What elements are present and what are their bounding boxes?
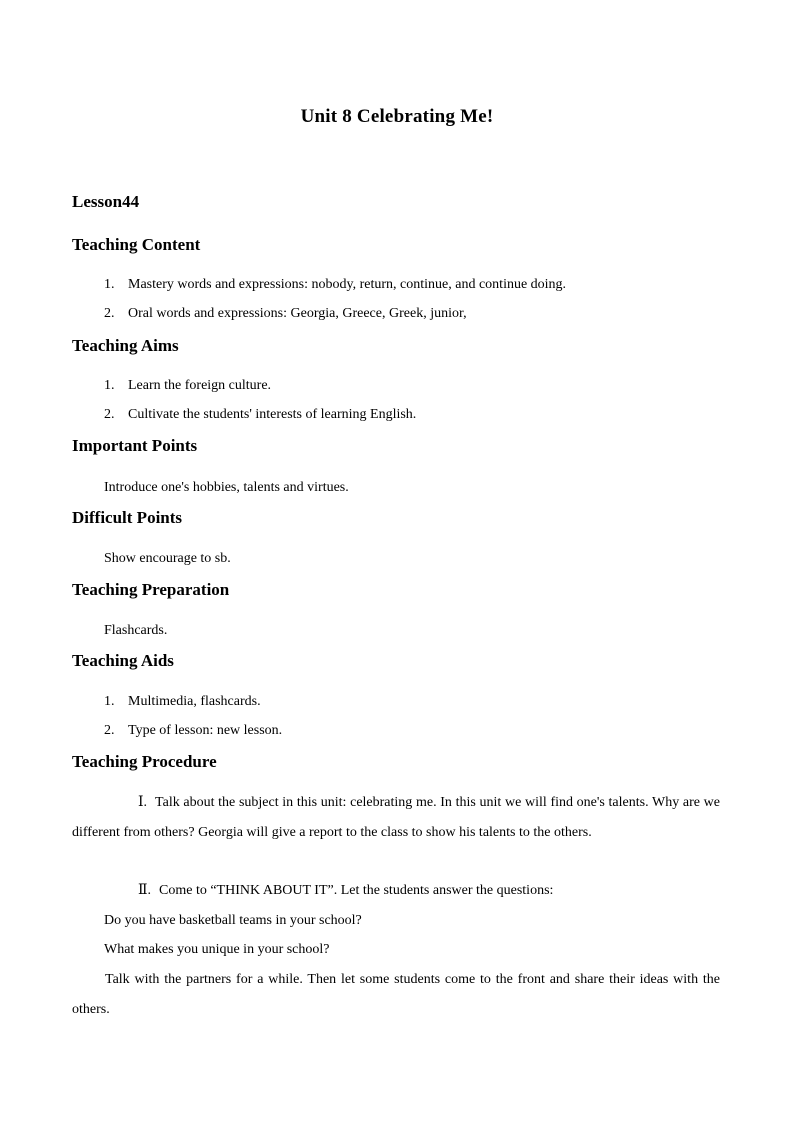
step-text: Come to “THINK ABOUT IT”. Let the students answer the questions: — [159, 883, 554, 898]
teaching-aims-heading: Teaching Aims — [72, 336, 179, 355]
important-points-heading: Important Points — [72, 436, 198, 455]
step-number: Ⅰ. — [138, 795, 148, 810]
item-number: 1. — [104, 378, 115, 393]
difficult-points-heading: Difficult Points — [72, 508, 183, 527]
procedure-step-2 — [72, 876, 720, 906]
teaching-aims-item-2 — [104, 407, 416, 423]
difficult-points-text: Show encourage to sb. — [104, 551, 231, 566]
item-number: 2. — [104, 407, 115, 422]
item-number: 2. — [104, 306, 115, 321]
teaching-content-heading: Teaching Content — [72, 235, 201, 254]
step-number: Ⅱ. — [138, 883, 152, 898]
question-1: Do you have basketball teams in your school? — [104, 913, 362, 928]
question-2: What makes you unique in your school? — [104, 942, 330, 957]
item-number: 1. — [104, 694, 115, 709]
item-number: 2. — [104, 723, 115, 738]
item-text: Learn the foreign culture. — [128, 378, 272, 393]
procedure-step-1 — [72, 788, 720, 847]
item-text: Mastery words and expressions: nobody, return, continue, and continue doing. — [128, 277, 567, 292]
teaching-procedure-heading: Teaching Procedure — [72, 752, 217, 771]
important-points-text: Introduce one's hobbies, talents and virtues. — [104, 480, 349, 495]
lesson-heading: Lesson44 — [72, 192, 140, 211]
teaching-content-item-2 — [104, 306, 467, 322]
teaching-preparation-text: Flashcards. — [104, 623, 168, 638]
step-text: Talk about the subject in this unit: celebrating me. In this unit we will find one's talents. Why are we different from others? Georgia will give a report to the class to show his talents to the others. — [72, 795, 720, 840]
teaching-preparation-heading: Teaching Preparation — [72, 580, 230, 599]
item-text: Cultivate the students' interests of learning English. — [128, 407, 417, 422]
teaching-aims-item-1 — [104, 378, 271, 394]
item-text: Multimedia, flashcards. — [128, 694, 261, 709]
item-text: Oral words and expressions: Georgia, Greece, Greek, junior, — [128, 306, 467, 321]
teaching-content-item-1 — [104, 277, 566, 293]
procedure-closing: Talk with the partners for a while. Then let some students come to the front and share their ideas with the others. — [72, 972, 720, 1017]
teaching-aids-item-2 — [104, 723, 282, 739]
item-text: Type of lesson: new lesson. — [128, 723, 283, 738]
page-title: Unit 8 Celebrating Me! — [300, 106, 494, 127]
item-number: 1. — [104, 277, 115, 292]
teaching-aids-heading: Teaching Aids — [72, 651, 174, 670]
teaching-aids-item-1 — [104, 694, 261, 710]
